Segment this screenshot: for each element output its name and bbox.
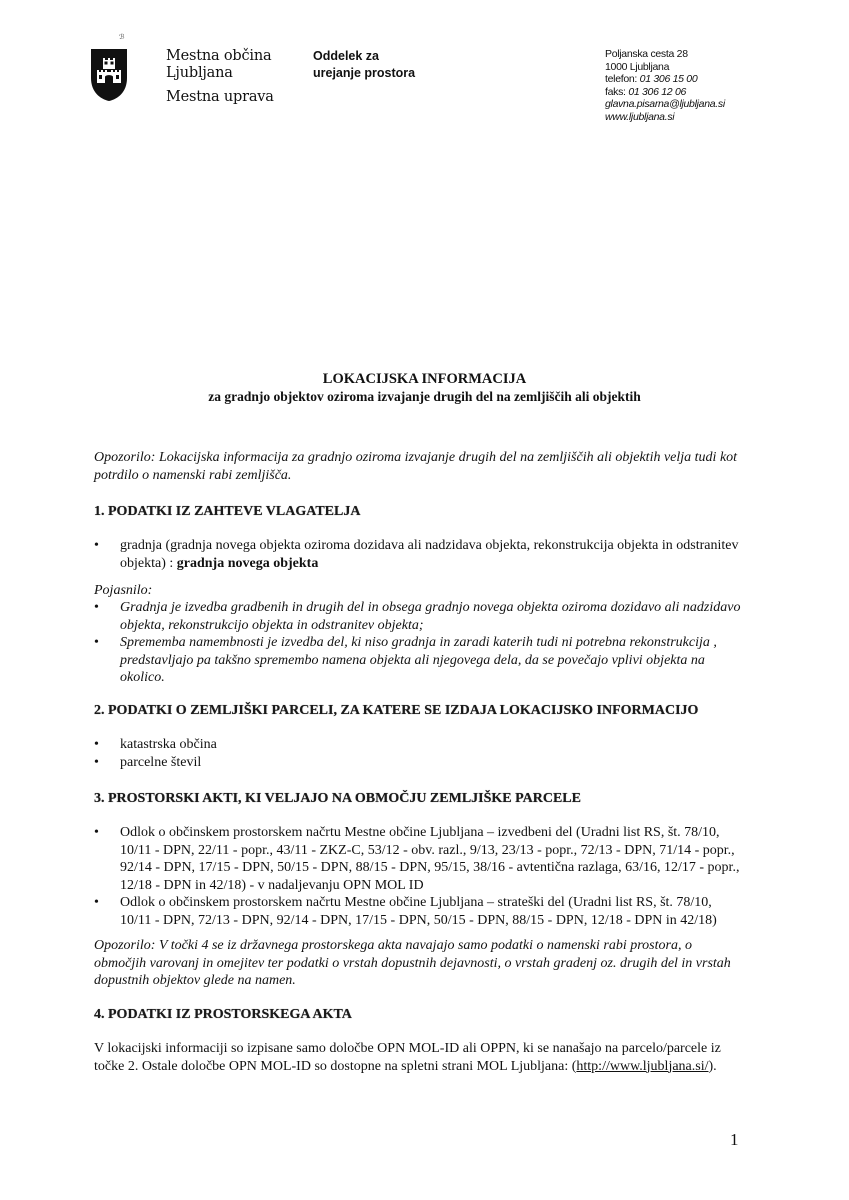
- department-name: [313, 48, 415, 82]
- org-name-line2: Ljubljana: [166, 65, 233, 81]
- dept-line1: Oddelek za: [313, 49, 379, 63]
- section-1-list: [94, 537, 746, 572]
- list-item: [94, 634, 746, 687]
- section-3-heading: 3. PROSTORSKI AKTI, KI VELJAJO NA OBMOČJU ZEMLJIŠKE PARCELE: [94, 791, 581, 806]
- contact-block: [605, 48, 725, 123]
- fax-label: faks:: [605, 85, 626, 98]
- contact-address: Poljanska cesta 28: [605, 48, 688, 60]
- fax-value: 01 306 12 06: [628, 85, 687, 98]
- phone-value: 01 306 15 00: [639, 73, 698, 85]
- phone-label: telefon:: [605, 73, 638, 85]
- bullet-icon: •: [94, 754, 99, 770]
- contact-city: 1000 Ljubljana: [605, 60, 670, 73]
- bullet-icon: •: [94, 737, 99, 752]
- list-item: [94, 736, 746, 754]
- request-value: gradnja novega objekta: [176, 555, 319, 571]
- list-item: [94, 894, 746, 929]
- scan-mark: ℬ: [119, 33, 125, 41]
- bullet-icon: •: [94, 538, 99, 553]
- bullet-icon: •: [94, 825, 99, 840]
- spatial-act: Odlok o občinskem prostorskem načrtu Mestne občine Ljubljana – izvedbeni del (Uradni list RS, št. 78/10, 10/11 - DPN, 22/11 - popr., 43/11 - ZKZ-C, 53/12 - obv. razl., 9/13, 23/13 - popr., 72/13 - DPN, 71/14 - popr., 92/14 - DPN, 17/15 - DPN, 50/15 - DPN, 88/15 - DPN, 95/15, 38/16 - avtentična razlaga, 63/16, 12/17 - popr., 12/18 - DPN in 42/18) - v nadaljevanju OPN MOL ID: [120, 825, 740, 893]
- parcel-field: katastrska občina: [120, 737, 217, 752]
- section-3-warning: Opozorilo: V točki 4 se iz državnega prostorskega akta navajajo samo podatki o namenski rabi prostora, o območjih varovanj in omejitev ter podatki o vrstah dopustnih dejavnosti, o vrstah gradenj oz. drugih del in vrstah dopustnih objektov glede na namen.: [94, 938, 731, 988]
- list-item: [94, 537, 746, 572]
- section-4-heading: 4. PODATKI IZ PROSTORSKEGA AKTA: [94, 1007, 352, 1022]
- section-4-text-before: V lokacijski informaciji so izpisane samo določbe OPN MOL-ID ali OPPN, ki se nanašajo na parcelo/parcele iz točke 2. Ostale določbe OPN MOL-ID so dostopne na spletni strani MOL Ljubljana: (: [94, 1041, 721, 1074]
- title-main: LOKACIJSKA INFORMACIJA: [322, 371, 527, 387]
- contact-fax-row: [605, 86, 725, 99]
- explanation-list: [94, 599, 746, 687]
- spatial-act: Odlok o občinskem prostorskem načrtu Mestne občine Ljubljana – strateški del (Uradni list RS, št. 78/10, 10/11 - DPN, 72/13 - DPN, 92/14 - DPN, 17/15 - DPN, 50/15 - DPN, 88/15 - DPN, 12/18 - DPN in 42/18): [120, 895, 717, 928]
- explanation-text: Sprememba namembnosti je izvedba del, ki niso gradnja in zaradi katerih tudi ni potrebna rekonstrukcija , predstavljajo pa takšno spremembo namena objekta ali njegovega dela, da se povečajo vplivi objekta na okolico.: [120, 635, 717, 685]
- contact-email[interactable]: glavna.pisarna@ljubljana.si: [605, 98, 725, 110]
- dept-line2: urejanje prostora: [313, 66, 416, 80]
- mol-website-link[interactable]: http://www.ljubljana.si/: [576, 1058, 709, 1074]
- section-3-list: [94, 824, 746, 929]
- list-item: [94, 599, 746, 634]
- contact-phone-row: [605, 73, 725, 86]
- bullet-icon: •: [94, 600, 99, 615]
- parcel-field: parcelne števil: [120, 754, 202, 770]
- list-item: [94, 824, 746, 894]
- section-1-heading: 1. PODATKI IZ ZAHTEVE VLAGATELJA: [94, 504, 361, 519]
- warning-note: Opozorilo: Lokacijska informacija za gradnjo oziroma izvajanje drugih del na zemljiščih ali objektih velja tudi kot potrdilo o namenski rabi zemljišča.: [94, 450, 738, 483]
- castle-shield-icon: [90, 48, 128, 102]
- title-sub: za gradnjo objektov oziroma izvajanje drugih del na zemljiščih ali objektih: [208, 389, 641, 404]
- section-2-list: [94, 736, 746, 771]
- contact-web[interactable]: www.ljubljana.si: [605, 110, 675, 123]
- section-2-heading: 2. PODATKI O ZEMLJIŠKI PARCELI, ZA KATERE SE IZDAJA LOKACIJSKO INFORMACIJO: [94, 703, 699, 718]
- bullet-icon: •: [94, 895, 99, 910]
- explanation-text: Gradnja je izvedba gradbenih in drugih del in obsega gradnjo novega objekta oziroma dozidavo ali nadzidavo objekta, rekonstrukcijo objekta in odstranitev objekta;: [120, 600, 741, 633]
- request-text: gradnja (gradnja novega objekta oziroma dozidava ali nadzidava objekta, rekonstrukcija objekta in odstranitev objekta) :: [120, 538, 739, 571]
- section-4-text: [94, 1040, 746, 1075]
- page-number: 1: [730, 1130, 739, 1149]
- section-4-text-after: ).: [708, 1058, 717, 1074]
- organization-name: [166, 48, 274, 106]
- org-sub: Mestna uprava: [166, 89, 274, 105]
- bullet-icon: •: [94, 635, 99, 650]
- org-name-line1: Mestna občina: [166, 48, 272, 64]
- list-item: [94, 754, 746, 772]
- explanation-label: Pojasnilo:: [94, 583, 153, 598]
- document-title: [0, 371, 849, 405]
